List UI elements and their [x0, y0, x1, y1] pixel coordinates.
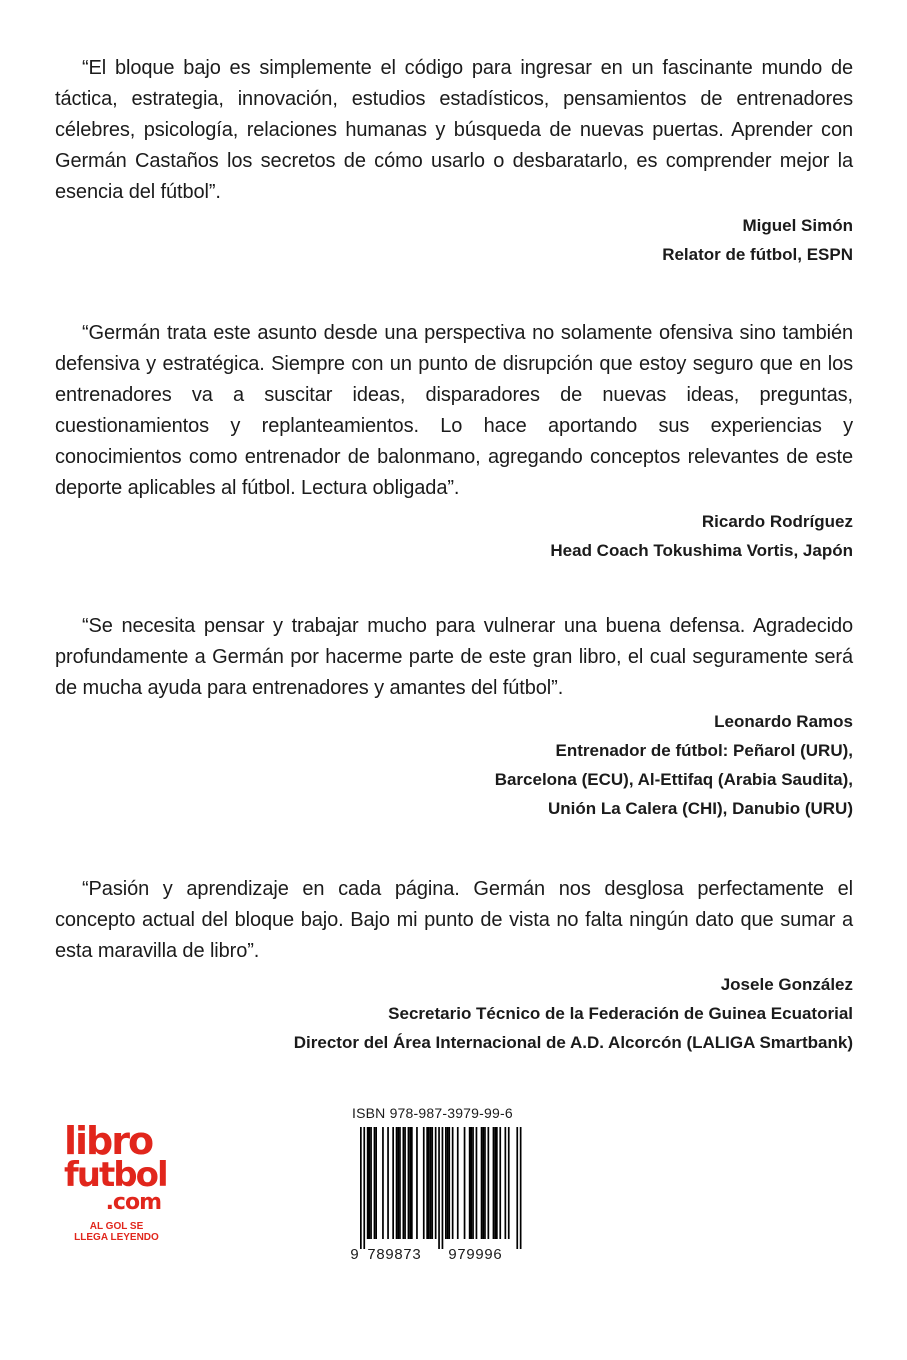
barcode-bar: [520, 1127, 522, 1249]
author-role: Barcelona (ECU), Al-Ettifaq (Arabia Saudita),: [494, 770, 853, 789]
logo-slogan-line-2: LLEGA LEYENDO: [74, 1232, 159, 1243]
barcode-bar: [428, 1127, 430, 1239]
barcode-bar: [423, 1127, 425, 1239]
barcode-bar: [363, 1127, 365, 1249]
quote-text: “Pasión y aprendizaje en cada página. Germán nos desglosa perfectamente el concepto actual del bloque bajo. Bajo mi punto de vista no falta ningún dato que sumar a esta maravilla de libro”.: [55, 878, 853, 962]
barcode-bar: [375, 1127, 377, 1239]
logo-libro: libro: [64, 1119, 153, 1163]
barcode-bar: [426, 1127, 428, 1239]
author-role: Unión La Calera (CHI), Danubio (URU): [547, 799, 853, 818]
author-role: Director del Área Internacional de A.D. Alcorcón (LALIGA Smartbank): [293, 1033, 853, 1052]
barcode-bar: [367, 1127, 369, 1239]
barcode-bar: [408, 1127, 410, 1239]
quote-4: [55, 874, 853, 1057]
barcode-icon: [350, 1127, 530, 1249]
attribution: [55, 970, 853, 1057]
quote-text: “Germán trata este asunto desde una perspectiva no solamente ofensiva sino también defensiva y estratégica. Siempre con un punto de disrupción que estoy seguro que en los entrenadores va a suscitar ideas, disparadores de nuevas ideas, preguntas, cuestionamientos y replanteamientos. Lo hace aportando sus experiencias y conocimientos como entrenador de balonmano, agregando conceptos relevantes de este deporte aplicables al fútbol. Lectura obligada”.: [55, 322, 853, 499]
isbn-label: ISBN 978-987-3979-99-6: [352, 1105, 513, 1121]
barcode-bar: [403, 1127, 405, 1239]
barcode-bar: [369, 1127, 371, 1239]
barcode-bar: [484, 1127, 486, 1239]
barcode-bar: [516, 1127, 518, 1249]
author-role: Entrenador de fútbol: Peñarol (URU),: [555, 741, 853, 760]
barcode-bar: [499, 1127, 501, 1239]
attribution: [55, 507, 853, 565]
logo-com: .com: [105, 1190, 161, 1215]
barcode-bar: [404, 1127, 406, 1239]
barcode-bar: [416, 1127, 418, 1239]
barcode-bar: [387, 1127, 389, 1239]
quote-author: Leonardo Ramos: [714, 712, 853, 731]
barcode-bar: [482, 1127, 484, 1239]
barcode-bar: [464, 1127, 466, 1239]
barcode-bar: [360, 1127, 362, 1249]
barcode-bar: [447, 1127, 449, 1239]
quote-author: Ricardo Rodríguez: [701, 512, 853, 531]
barcode-bar: [469, 1127, 471, 1239]
logo-slogan: [64, 1221, 169, 1243]
quote-3: [55, 611, 853, 823]
logo-slogan-line-1: AL GOL SE: [89, 1221, 144, 1232]
author-role: Secretario Técnico de la Federación de Guinea Ecuatorial: [388, 1004, 853, 1023]
barcode-bar: [397, 1127, 399, 1239]
author-role: Relator de fútbol, ESPN: [662, 245, 853, 264]
barcode-bar: [481, 1127, 483, 1239]
barcode-bar: [431, 1127, 433, 1239]
barcode-bar: [442, 1127, 444, 1249]
barcode-bar: [472, 1127, 474, 1239]
barcode-bar: [445, 1127, 447, 1239]
attribution: [55, 211, 853, 269]
barcode-bar: [370, 1127, 372, 1239]
quote-2: [55, 318, 853, 565]
barcode-bar: [409, 1127, 411, 1239]
librofutbol-logo: [64, 1119, 169, 1243]
barcode-bar: [452, 1127, 454, 1239]
barcode-bar: [505, 1127, 507, 1239]
barcode-bar: [438, 1127, 440, 1249]
barcode-bar: [396, 1127, 398, 1239]
isbn-digit-group-2: 979996: [448, 1247, 503, 1264]
quote-text: “El bloque bajo es simplemente el código para ingresar en un fascinante mundo de táctica, estrategia, innovación, estudios estadísticos, pensamientos de entrenadores célebres, psicología, relaciones humanas y búsqueda de nuevas puertas. Aprender con Germán Castaños los secretos de cómo usarlo o desbaratarlo, es comprender mejor la esencia del fútbol”.: [55, 57, 853, 203]
quote-author: Josele González: [720, 975, 853, 994]
quote-1: [55, 53, 853, 269]
barcode-bar: [411, 1127, 413, 1239]
isbn-digit-first: 9: [350, 1247, 360, 1264]
barcode-bar: [488, 1127, 490, 1239]
barcode-bar: [435, 1127, 437, 1239]
author-role: Head Coach Tokushima Vortis, Japón: [550, 541, 853, 560]
barcode-bar: [430, 1127, 432, 1239]
barcode-bar: [457, 1127, 459, 1239]
attribution: [55, 707, 853, 823]
barcode-bar: [493, 1127, 495, 1239]
isbn-barcode: [350, 1105, 530, 1264]
barcode-bar: [496, 1127, 498, 1239]
barcode-bar: [508, 1127, 510, 1239]
barcode-bar: [448, 1127, 450, 1239]
isbn-digit-group-1: 789873: [367, 1247, 422, 1264]
barcode-bar: [471, 1127, 473, 1239]
barcode-bar: [374, 1127, 376, 1239]
barcode-bar: [399, 1127, 401, 1239]
logo-futbol: futbol: [64, 1155, 167, 1195]
barcode-bar: [494, 1127, 496, 1239]
quote-author: Miguel Simón: [742, 216, 853, 235]
barcode-bar: [476, 1127, 478, 1239]
barcode-bar: [382, 1127, 384, 1239]
barcode-bar: [392, 1127, 394, 1239]
quote-text: “Se necesita pensar y trabajar mucho para vulnerar una buena defensa. Agradecido profundamente a Germán por hacerme parte de este gran libro, el cual seguramente será de mucha ayuda para entrenadores y amantes del fútbol”.: [55, 615, 853, 699]
